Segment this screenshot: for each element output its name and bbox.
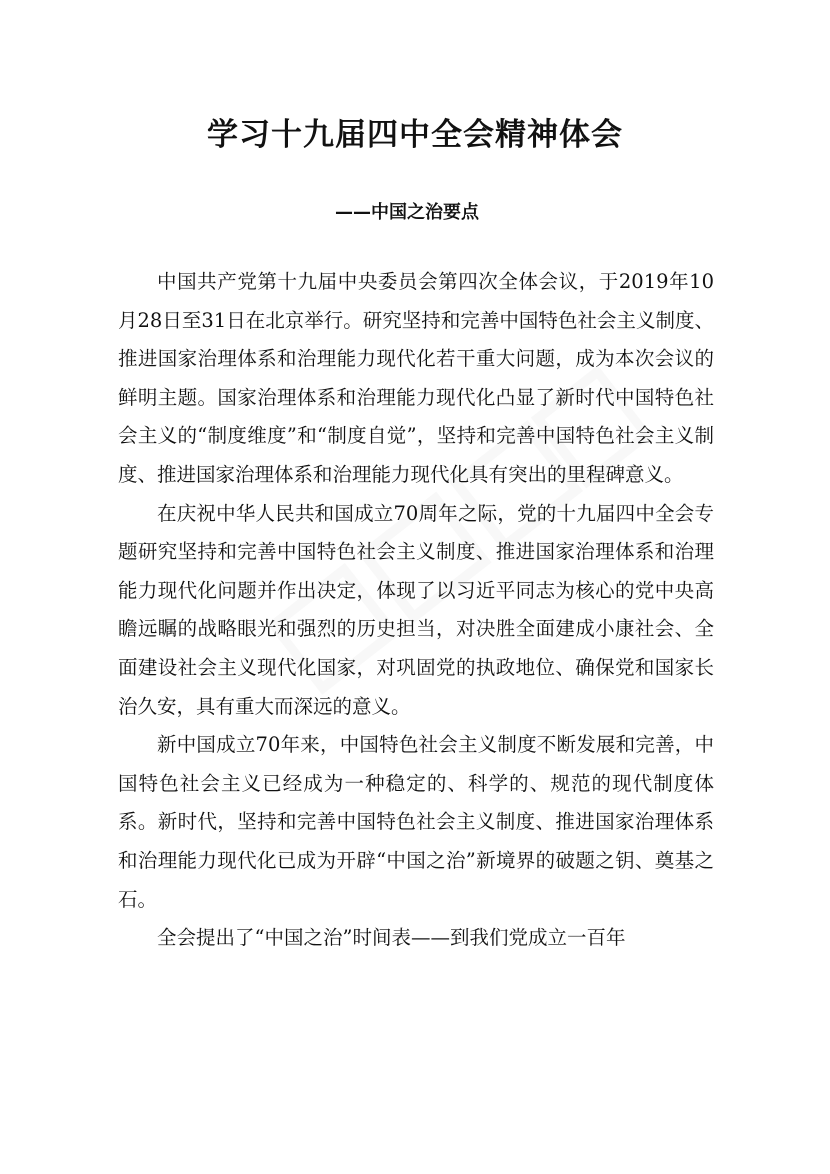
document-subtitle: ——中国之治要点 — [335, 202, 479, 223]
document-title: 学习十九届四中全会精神体会 — [207, 117, 623, 153]
document-body — [118, 263, 714, 958]
paragraph-4: 全会提出了“中国之治”时间表——到我们党成立一百年 — [157, 926, 626, 950]
paragraph-3: 新中国成立70年来，中国特色社会主义制度不断发展和完善，中国特色社会主义已经成为一种稳定的、科学的、规范的现代制度体系。新时代，坚持和完善中国特色社会主义制度、推进国家治理体系和治理能力现代化已成为开辟“中国之治”新境界的破题之钥、奠基之石。 — [118, 733, 714, 911]
paragraph-1: 中国共产党第十九届中央委员会第四次全体会议，于2019年10月28日至31日在北京举行。研究坚持和完善中国特色社会主义制度、推进国家治理体系和治理能力现代化若干重大问题，成为本次会议的鲜明主题。国家治理体系和治理能力现代化凸显了新时代中国特色社会主义的“制度维度”和“制度自觉”，坚持和完善中国特色社会主义制度、推进国家治理体系和治理能力现代化具有突出的里程碑意义。 — [118, 270, 714, 486]
paragraph-2: 在庆祝中华人民共和国成立70周年之际，党的十九届四中全会专题研究坚持和完善中国特色社会主义制度、推进国家治理体系和治理能力现代化问题并作出决定，体现了以习近平同志为核心的党中央高瞻远瞩的战略眼光和强烈的历史担当，对决胜全面建成小康社会、全面建设社会主义现代化国家，对巩固党的执政地位、确保党和国家长治久安，具有重大而深远的意义。 — [118, 501, 714, 718]
